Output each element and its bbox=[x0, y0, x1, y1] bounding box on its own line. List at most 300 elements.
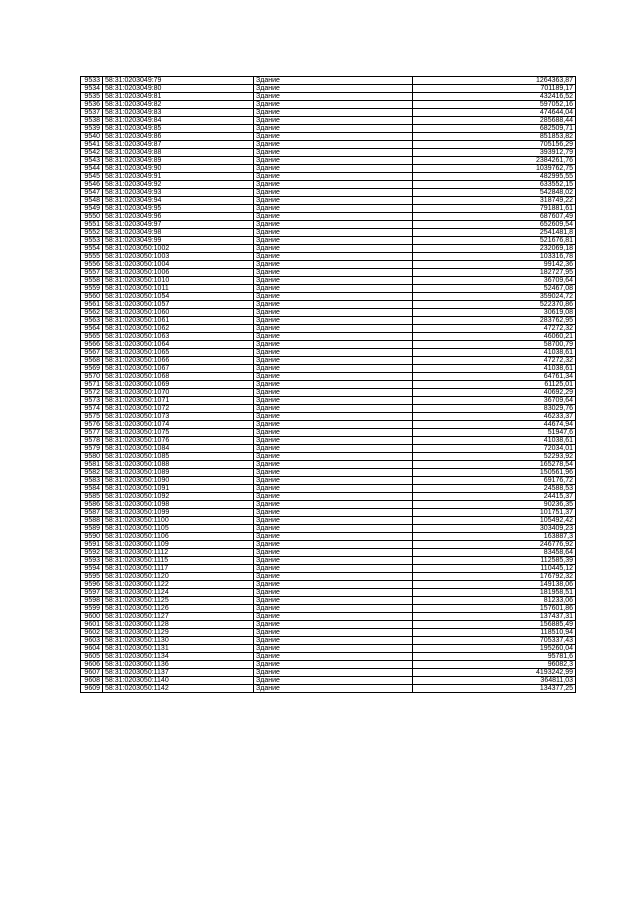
cadastral-value-cell: 791881,61 bbox=[413, 205, 576, 213]
table-row bbox=[81, 165, 576, 173]
cadastral-number-cell: 58:31:0203050:1127 bbox=[103, 613, 254, 621]
row-number-cell: 9607 bbox=[81, 669, 103, 677]
cadastral-value-cell: 101751,37 bbox=[413, 509, 576, 517]
row-number-cell: 9559 bbox=[81, 285, 103, 293]
row-number-cell: 9549 bbox=[81, 205, 103, 213]
row-number-cell: 9578 bbox=[81, 437, 103, 445]
cadastral-number-cell: 58:31:0203050:1122 bbox=[103, 581, 254, 589]
object-type-cell: Здание bbox=[254, 189, 413, 197]
row-number-cell: 9581 bbox=[81, 461, 103, 469]
cadastral-number-cell: 58:31:0203050:1002 bbox=[103, 245, 254, 253]
cadastral-value-cell: 318749,22 bbox=[413, 197, 576, 205]
row-number-cell: 9534 bbox=[81, 85, 103, 93]
object-type-cell: Здание bbox=[254, 365, 413, 373]
object-type-cell: Здание bbox=[254, 245, 413, 253]
cadastral-value-cell: 58700,79 bbox=[413, 341, 576, 349]
cadastral-number-cell: 58:31:0203050:1010 bbox=[103, 277, 254, 285]
table-row bbox=[81, 77, 576, 85]
row-number-cell: 9577 bbox=[81, 429, 103, 437]
cadastral-number-cell: 58:31:0203050:1120 bbox=[103, 573, 254, 581]
cadastral-value-cell: 103316,78 bbox=[413, 253, 576, 261]
row-number-cell: 9597 bbox=[81, 589, 103, 597]
row-number-cell: 9557 bbox=[81, 269, 103, 277]
cadastral-number-cell: 58:31:0203049:85 bbox=[103, 125, 254, 133]
cadastral-number-cell: 58:31:0203050:1134 bbox=[103, 653, 254, 661]
cadastral-value-cell: 432416,52 bbox=[413, 93, 576, 101]
object-type-cell: Здание bbox=[254, 445, 413, 453]
cadastral-number-cell: 58:31:0203049:99 bbox=[103, 237, 254, 245]
row-number-cell: 9601 bbox=[81, 621, 103, 629]
row-number-cell: 9551 bbox=[81, 221, 103, 229]
cadastral-value-cell: 112585,39 bbox=[413, 557, 576, 565]
row-number-cell: 9561 bbox=[81, 301, 103, 309]
cadastral-number-cell: 58:31:0203050:1125 bbox=[103, 597, 254, 605]
cadastral-number-cell: 58:31:0203050:1137 bbox=[103, 669, 254, 677]
cadastral-value-cell: 2384261,76 bbox=[413, 157, 576, 165]
cadastral-number-cell: 58:31:0203049:92 bbox=[103, 181, 254, 189]
cadastral-number-cell: 58:31:0203049:95 bbox=[103, 205, 254, 213]
table-row bbox=[81, 413, 576, 421]
table-row bbox=[81, 589, 576, 597]
table-row bbox=[81, 381, 576, 389]
cadastral-value-cell: 283762,95 bbox=[413, 317, 576, 325]
cadastral-value-cell: 687607,49 bbox=[413, 213, 576, 221]
row-number-cell: 9553 bbox=[81, 237, 103, 245]
cadastral-value-cell: 705337,43 bbox=[413, 637, 576, 645]
object-type-cell: Здание bbox=[254, 389, 413, 397]
table-row bbox=[81, 261, 576, 269]
cadastral-value-cell: 1264363,87 bbox=[413, 77, 576, 85]
object-type-cell: Здание bbox=[254, 285, 413, 293]
cadastral-value-cell: 95781,6 bbox=[413, 653, 576, 661]
object-type-cell: Здание bbox=[254, 581, 413, 589]
cadastral-value-cell: 52293,92 bbox=[413, 453, 576, 461]
cadastral-number-cell: 58:31:0203050:1063 bbox=[103, 333, 254, 341]
table-row bbox=[81, 253, 576, 261]
cadastral-value-cell: 72034,01 bbox=[413, 445, 576, 453]
cadastral-value-cell: 149138,06 bbox=[413, 581, 576, 589]
cadastral-number-cell: 58:31:0203050:1105 bbox=[103, 525, 254, 533]
cadastral-value-cell: 46233,37 bbox=[413, 413, 576, 421]
object-type-cell: Здание bbox=[254, 501, 413, 509]
row-number-cell: 9608 bbox=[81, 677, 103, 685]
cadastral-value-cell: 36709,64 bbox=[413, 277, 576, 285]
row-number-cell: 9540 bbox=[81, 133, 103, 141]
row-number-cell: 9571 bbox=[81, 381, 103, 389]
cadastral-value-cell: 176792,32 bbox=[413, 573, 576, 581]
table-row bbox=[81, 237, 576, 245]
object-type-cell: Здание bbox=[254, 413, 413, 421]
table-row bbox=[81, 309, 576, 317]
table-row bbox=[81, 141, 576, 149]
cadastral-number-cell: 58:31:0203050:1099 bbox=[103, 509, 254, 517]
cadastral-number-cell: 58:31:0203050:1061 bbox=[103, 317, 254, 325]
object-type-cell: Здание bbox=[254, 213, 413, 221]
table-row bbox=[81, 437, 576, 445]
object-type-cell: Здание bbox=[254, 157, 413, 165]
object-type-cell: Здание bbox=[254, 533, 413, 541]
cadastral-value-cell: 64761,34 bbox=[413, 373, 576, 381]
object-type-cell: Здание bbox=[254, 589, 413, 597]
cadastral-value-cell: 597052,16 bbox=[413, 101, 576, 109]
object-type-cell: Здание bbox=[254, 605, 413, 613]
table-row bbox=[81, 277, 576, 285]
cadastral-number-cell: 58:31:0203050:1072 bbox=[103, 405, 254, 413]
table-row bbox=[81, 213, 576, 221]
object-type-cell: Здание bbox=[254, 237, 413, 245]
table-row bbox=[81, 685, 576, 693]
cadastral-value-cell: 96082,3 bbox=[413, 661, 576, 669]
row-number-cell: 9565 bbox=[81, 333, 103, 341]
table-row bbox=[81, 565, 576, 573]
cadastral-number-cell: 58:31:0203049:82 bbox=[103, 101, 254, 109]
object-type-cell: Здание bbox=[254, 181, 413, 189]
table-row bbox=[81, 205, 576, 213]
table-row bbox=[81, 317, 576, 325]
row-number-cell: 9593 bbox=[81, 557, 103, 565]
registry-table-body bbox=[81, 77, 576, 693]
cadastral-value-cell: 90236,35 bbox=[413, 501, 576, 509]
cadastral-value-cell: 542848,02 bbox=[413, 189, 576, 197]
row-number-cell: 9589 bbox=[81, 525, 103, 533]
table-row bbox=[81, 525, 576, 533]
cadastral-value-cell: 195260,04 bbox=[413, 645, 576, 653]
object-type-cell: Здание bbox=[254, 669, 413, 677]
table-row bbox=[81, 653, 576, 661]
object-type-cell: Здание bbox=[254, 653, 413, 661]
object-type-cell: Здание bbox=[254, 77, 413, 85]
table-row bbox=[81, 229, 576, 237]
cadastral-number-cell: 58:31:0203050:1075 bbox=[103, 429, 254, 437]
row-number-cell: 9595 bbox=[81, 573, 103, 581]
row-number-cell: 9538 bbox=[81, 117, 103, 125]
object-type-cell: Здание bbox=[254, 141, 413, 149]
cadastral-number-cell: 58:31:0203050:1085 bbox=[103, 453, 254, 461]
row-number-cell: 9546 bbox=[81, 181, 103, 189]
cadastral-value-cell: 51947,6 bbox=[413, 429, 576, 437]
table-row bbox=[81, 149, 576, 157]
table-row bbox=[81, 133, 576, 141]
cadastral-number-cell: 58:31:0203050:1124 bbox=[103, 589, 254, 597]
cadastral-value-cell: 83458,64 bbox=[413, 549, 576, 557]
cadastral-number-cell: 58:31:0203050:1064 bbox=[103, 341, 254, 349]
table-row bbox=[81, 517, 576, 525]
cadastral-number-cell: 58:31:0203050:1106 bbox=[103, 533, 254, 541]
cadastral-value-cell: 24588,53 bbox=[413, 485, 576, 493]
cadastral-number-cell: 58:31:0203050:1057 bbox=[103, 301, 254, 309]
table-row bbox=[81, 445, 576, 453]
row-number-cell: 9600 bbox=[81, 613, 103, 621]
row-number-cell: 9603 bbox=[81, 637, 103, 645]
table-row bbox=[81, 125, 576, 133]
cadastral-value-cell: 522370,86 bbox=[413, 301, 576, 309]
cadastral-number-cell: 58:31:0203049:86 bbox=[103, 133, 254, 141]
object-type-cell: Здание bbox=[254, 317, 413, 325]
cadastral-value-cell: 701189,17 bbox=[413, 85, 576, 93]
table-row bbox=[81, 301, 576, 309]
table-row bbox=[81, 501, 576, 509]
row-number-cell: 9586 bbox=[81, 501, 103, 509]
row-number-cell: 9545 bbox=[81, 173, 103, 181]
row-number-cell: 9554 bbox=[81, 245, 103, 253]
table-row bbox=[81, 557, 576, 565]
table-row bbox=[81, 533, 576, 541]
table-row bbox=[81, 341, 576, 349]
row-number-cell: 9569 bbox=[81, 365, 103, 373]
cadastral-number-cell: 58:31:0203050:1109 bbox=[103, 541, 254, 549]
table-row bbox=[81, 581, 576, 589]
cadastral-number-cell: 58:31:0203049:91 bbox=[103, 173, 254, 181]
object-type-cell: Здание bbox=[254, 485, 413, 493]
object-type-cell: Здание bbox=[254, 621, 413, 629]
cadastral-value-cell: 40692,29 bbox=[413, 389, 576, 397]
cadastral-number-cell: 58:31:0203050:1068 bbox=[103, 373, 254, 381]
object-type-cell: Здание bbox=[254, 333, 413, 341]
cadastral-number-cell: 58:31:0203050:1069 bbox=[103, 381, 254, 389]
table-row bbox=[81, 461, 576, 469]
row-number-cell: 9556 bbox=[81, 261, 103, 269]
table-row bbox=[81, 85, 576, 93]
object-type-cell: Здание bbox=[254, 261, 413, 269]
cadastral-number-cell: 58:31:0203050:1129 bbox=[103, 629, 254, 637]
row-number-cell: 9563 bbox=[81, 317, 103, 325]
cadastral-value-cell: 41038,61 bbox=[413, 437, 576, 445]
cadastral-value-cell: 359024,72 bbox=[413, 293, 576, 301]
cadastral-number-cell: 58:31:0203050:1128 bbox=[103, 621, 254, 629]
row-number-cell: 9568 bbox=[81, 357, 103, 365]
object-type-cell: Здание bbox=[254, 341, 413, 349]
row-number-cell: 9584 bbox=[81, 485, 103, 493]
cadastral-value-cell: 633552,15 bbox=[413, 181, 576, 189]
cadastral-number-cell: 58:31:0203050:1011 bbox=[103, 285, 254, 293]
cadastral-number-cell: 58:31:0203050:1070 bbox=[103, 389, 254, 397]
object-type-cell: Здание bbox=[254, 397, 413, 405]
table-row bbox=[81, 325, 576, 333]
cadastral-number-cell: 58:31:0203050:1130 bbox=[103, 637, 254, 645]
table-row bbox=[81, 453, 576, 461]
table-row bbox=[81, 405, 576, 413]
object-type-cell: Здание bbox=[254, 661, 413, 669]
cadastral-number-cell: 58:31:0203050:1074 bbox=[103, 421, 254, 429]
cadastral-value-cell: 83029,76 bbox=[413, 405, 576, 413]
cadastral-number-cell: 58:31:0203050:1084 bbox=[103, 445, 254, 453]
cadastral-number-cell: 58:31:0203049:89 bbox=[103, 157, 254, 165]
table-row bbox=[81, 181, 576, 189]
cadastral-number-cell: 58:31:0203050:1067 bbox=[103, 365, 254, 373]
row-number-cell: 9544 bbox=[81, 165, 103, 173]
cadastral-number-cell: 58:31:0203049:88 bbox=[103, 149, 254, 157]
cadastral-number-cell: 58:31:0203049:98 bbox=[103, 229, 254, 237]
row-number-cell: 9575 bbox=[81, 413, 103, 421]
object-type-cell: Здание bbox=[254, 637, 413, 645]
table-row bbox=[81, 93, 576, 101]
cadastral-number-cell: 58:31:0203049:87 bbox=[103, 141, 254, 149]
cadastral-number-cell: 58:31:0203050:1065 bbox=[103, 349, 254, 357]
table-row bbox=[81, 621, 576, 629]
row-number-cell: 9564 bbox=[81, 325, 103, 333]
row-number-cell: 9542 bbox=[81, 149, 103, 157]
table-row bbox=[81, 189, 576, 197]
cadastral-number-cell: 58:31:0203050:1126 bbox=[103, 605, 254, 613]
table-row bbox=[81, 197, 576, 205]
row-number-cell: 9537 bbox=[81, 109, 103, 117]
cadastral-value-cell: 156885,49 bbox=[413, 621, 576, 629]
object-type-cell: Здание bbox=[254, 165, 413, 173]
row-number-cell: 9543 bbox=[81, 157, 103, 165]
object-type-cell: Здание bbox=[254, 677, 413, 685]
row-number-cell: 9605 bbox=[81, 653, 103, 661]
cadastral-value-cell: 285688,44 bbox=[413, 117, 576, 125]
table-row bbox=[81, 469, 576, 477]
object-type-cell: Здание bbox=[254, 645, 413, 653]
table-row bbox=[81, 661, 576, 669]
cadastral-number-cell: 58:31:0203050:1142 bbox=[103, 685, 254, 693]
cadastral-value-cell: 118510,94 bbox=[413, 629, 576, 637]
row-number-cell: 9555 bbox=[81, 253, 103, 261]
cadastral-value-cell: 182727,95 bbox=[413, 269, 576, 277]
table-row bbox=[81, 285, 576, 293]
row-number-cell: 9567 bbox=[81, 349, 103, 357]
object-type-cell: Здание bbox=[254, 405, 413, 413]
cadastral-value-cell: 4193242,99 bbox=[413, 669, 576, 677]
row-number-cell: 9572 bbox=[81, 389, 103, 397]
cadastral-number-cell: 58:31:0203050:1089 bbox=[103, 469, 254, 477]
cadastral-value-cell: 41038,61 bbox=[413, 349, 576, 357]
table-row bbox=[81, 357, 576, 365]
cadastral-number-cell: 58:31:0203050:1140 bbox=[103, 677, 254, 685]
object-type-cell: Здание bbox=[254, 597, 413, 605]
row-number-cell: 9604 bbox=[81, 645, 103, 653]
table-row bbox=[81, 365, 576, 373]
cadastral-value-cell: 521676,81 bbox=[413, 237, 576, 245]
row-number-cell: 9536 bbox=[81, 101, 103, 109]
object-type-cell: Здание bbox=[254, 133, 413, 141]
cadastral-value-cell: 81233,06 bbox=[413, 597, 576, 605]
table-row bbox=[81, 373, 576, 381]
object-type-cell: Здание bbox=[254, 517, 413, 525]
cadastral-value-cell: 851853,82 bbox=[413, 133, 576, 141]
cadastral-value-cell: 69176,72 bbox=[413, 477, 576, 485]
row-number-cell: 9599 bbox=[81, 605, 103, 613]
cadastral-number-cell: 58:31:0203050:1131 bbox=[103, 645, 254, 653]
object-type-cell: Здание bbox=[254, 149, 413, 157]
cadastral-number-cell: 58:31:0203049:79 bbox=[103, 77, 254, 85]
cadastral-value-cell: 393912,79 bbox=[413, 149, 576, 157]
cadastral-value-cell: 30619,08 bbox=[413, 309, 576, 317]
table-row bbox=[81, 637, 576, 645]
object-type-cell: Здание bbox=[254, 565, 413, 573]
row-number-cell: 9587 bbox=[81, 509, 103, 517]
row-number-cell: 9533 bbox=[81, 77, 103, 85]
cadastral-number-cell: 58:31:0203050:1066 bbox=[103, 357, 254, 365]
cadastral-number-cell: 58:31:0203050:1004 bbox=[103, 261, 254, 269]
row-number-cell: 9590 bbox=[81, 533, 103, 541]
cadastral-value-cell: 1039762,75 bbox=[413, 165, 576, 173]
cadastral-number-cell: 58:31:0203049:93 bbox=[103, 189, 254, 197]
cadastral-value-cell: 46060,21 bbox=[413, 333, 576, 341]
row-number-cell: 9550 bbox=[81, 213, 103, 221]
cadastral-number-cell: 58:31:0203049:94 bbox=[103, 197, 254, 205]
object-type-cell: Здание bbox=[254, 557, 413, 565]
table-row bbox=[81, 485, 576, 493]
cadastral-value-cell: 364811,03 bbox=[413, 677, 576, 685]
object-type-cell: Здание bbox=[254, 117, 413, 125]
table-row bbox=[81, 349, 576, 357]
object-type-cell: Здание bbox=[254, 101, 413, 109]
table-row bbox=[81, 101, 576, 109]
object-type-cell: Здание bbox=[254, 221, 413, 229]
object-type-cell: Здание bbox=[254, 437, 413, 445]
cadastral-number-cell: 58:31:0203050:1092 bbox=[103, 493, 254, 501]
cadastral-number-cell: 58:31:0203050:1136 bbox=[103, 661, 254, 669]
table-row bbox=[81, 333, 576, 341]
cadastral-value-cell: 482995,55 bbox=[413, 173, 576, 181]
cadastral-value-cell: 150561,96 bbox=[413, 469, 576, 477]
table-row bbox=[81, 245, 576, 253]
row-number-cell: 9596 bbox=[81, 581, 103, 589]
cadastral-number-cell: 58:31:0203050:1117 bbox=[103, 565, 254, 573]
object-type-cell: Здание bbox=[254, 453, 413, 461]
object-type-cell: Здание bbox=[254, 573, 413, 581]
cadastral-number-cell: 58:31:0203049:90 bbox=[103, 165, 254, 173]
table-row bbox=[81, 541, 576, 549]
cadastral-number-cell: 58:31:0203050:1098 bbox=[103, 501, 254, 509]
cadastral-value-cell: 110445,12 bbox=[413, 565, 576, 573]
cadastral-number-cell: 58:31:0203049:84 bbox=[103, 117, 254, 125]
object-type-cell: Здание bbox=[254, 429, 413, 437]
object-type-cell: Здание bbox=[254, 197, 413, 205]
row-number-cell: 9591 bbox=[81, 541, 103, 549]
cadastral-value-cell: 232069,18 bbox=[413, 245, 576, 253]
object-type-cell: Здание bbox=[254, 381, 413, 389]
object-type-cell: Здание bbox=[254, 325, 413, 333]
table-row bbox=[81, 117, 576, 125]
table-row bbox=[81, 645, 576, 653]
row-number-cell: 9579 bbox=[81, 445, 103, 453]
cadastral-value-cell: 105492,42 bbox=[413, 517, 576, 525]
object-type-cell: Здание bbox=[254, 613, 413, 621]
object-type-cell: Здание bbox=[254, 373, 413, 381]
object-type-cell: Здание bbox=[254, 205, 413, 213]
object-type-cell: Здание bbox=[254, 493, 413, 501]
cadastral-number-cell: 58:31:0203050:1115 bbox=[103, 557, 254, 565]
row-number-cell: 9609 bbox=[81, 685, 103, 693]
cadastral-number-cell: 58:31:0203050:1003 bbox=[103, 253, 254, 261]
object-type-cell: Здание bbox=[254, 269, 413, 277]
table-row bbox=[81, 421, 576, 429]
object-type-cell: Здание bbox=[254, 421, 413, 429]
table-row bbox=[81, 613, 576, 621]
object-type-cell: Здание bbox=[254, 173, 413, 181]
row-number-cell: 9570 bbox=[81, 373, 103, 381]
cadastral-value-cell: 47272,32 bbox=[413, 357, 576, 365]
cadastral-number-cell: 58:31:0203050:1091 bbox=[103, 485, 254, 493]
row-number-cell: 9588 bbox=[81, 517, 103, 525]
cadastral-number-cell: 58:31:0203050:1071 bbox=[103, 397, 254, 405]
cadastral-number-cell: 58:31:0203050:1100 bbox=[103, 517, 254, 525]
cadastral-value-cell: 474644,04 bbox=[413, 109, 576, 117]
table-row bbox=[81, 109, 576, 117]
object-type-cell: Здание bbox=[254, 109, 413, 117]
row-number-cell: 9574 bbox=[81, 405, 103, 413]
object-type-cell: Здание bbox=[254, 85, 413, 93]
object-type-cell: Здание bbox=[254, 349, 413, 357]
object-type-cell: Здание bbox=[254, 685, 413, 693]
object-type-cell: Здание bbox=[254, 469, 413, 477]
cadastral-value-cell: 246776,92 bbox=[413, 541, 576, 549]
object-type-cell: Здание bbox=[254, 509, 413, 517]
object-type-cell: Здание bbox=[254, 253, 413, 261]
